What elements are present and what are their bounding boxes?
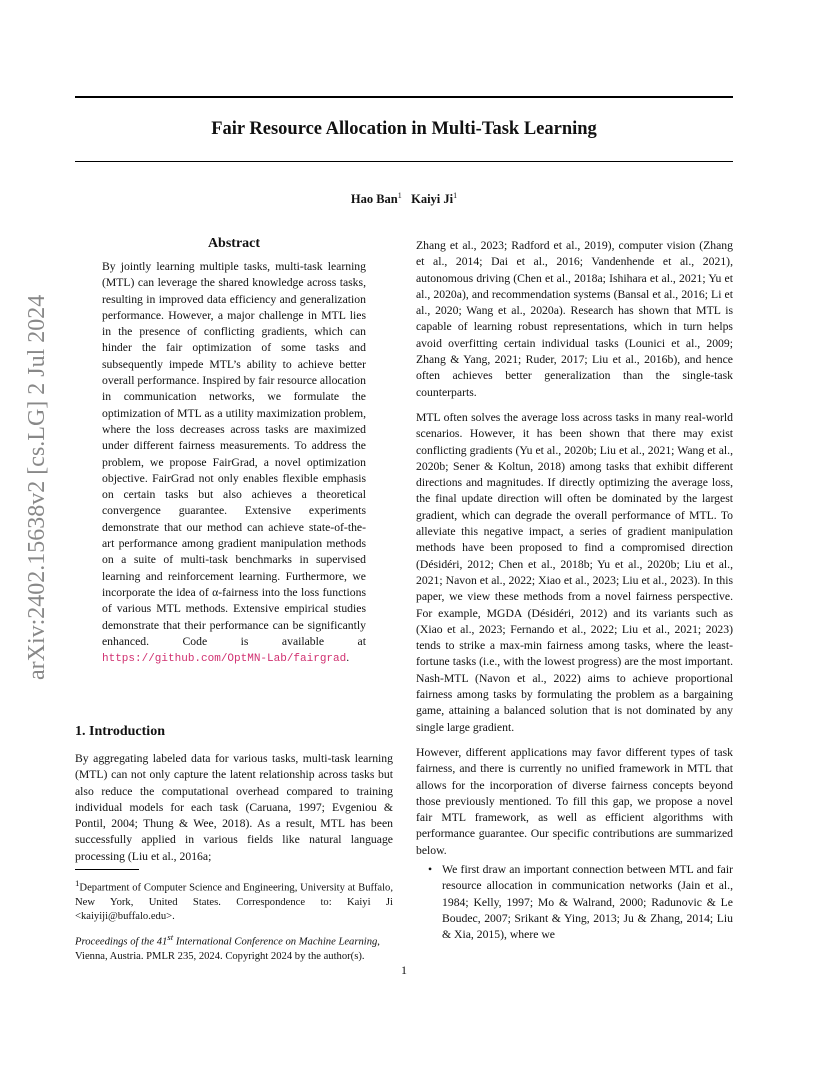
contribution-bullet <box>428 862 733 943</box>
affiliation-mark: 1 <box>453 191 458 200</box>
title-rule-bottom <box>75 161 733 162</box>
abstract-end: . <box>346 651 350 665</box>
page-number: 1 <box>401 963 407 977</box>
footnote-mark: 1 <box>75 878 80 888</box>
proceedings-note <box>75 930 393 964</box>
introduction-body <box>75 751 393 874</box>
proceedings-ordinal-suffix: st <box>167 932 174 942</box>
proceedings-before: Proceedings of the <box>75 936 155 948</box>
right-paragraph-3: However, different applications may favor different types of task fairness, and there is currently no unified framework in MTL that allows for the incorporation of diverse fairness concepts beyond those previously mentioned. To fill this gap, we propose a novel fair MTL framework, as well as efficient algorithms with performance guarantee. Our specific contributions are summarized below. <box>416 745 733 857</box>
arxiv-stamp-text: arXiv:2402.15638v2 [cs.LG] 2 Jul 2024 <box>24 294 50 680</box>
code-link[interactable]: https://github.com/OptMN-Lab/fairgrad <box>102 653 347 666</box>
right-paragraph-2: MTL often solves the average loss across tasks in many real-world scenarios. However, it has been shown that there may exist conflicting gradients (Yu et al., 2020b; Liu et al., 2021; Wang et al., 2020b; Sener & Koltun, 2018) among tasks that exhibit different directions and magnitudes. If directly optimizing the average loss, the final update direction will often be dominated by the largest gradient, which can degrade the overall performance of MTL. To alleviate this negative impact, a series of gradient manipulation methods have been proposed to find a compromised direction (Désidéri, 2012; Chen et al., 2018b; Yu et al., 2020b; Liu et al., 2021; Navon et al., 2022; Xiao et al., 2023; Liu et al., 2023). In this paper, we view these methods from a novel fairness perspective. For example, MGDA (Désidéri, 2012) and its variants such as (Xiao et al., 2023; Fernando et al., 2022; Liu et al., 2021; 2023) tends to strike a max-min fairness among tasks, where the least-fortune tasks (i.e., with the lowest progress) are the most important. Nash-MTL (Navon et al., 2022) aims to achieve proportional fairness among tasks by formulating the problem as a bargaining game, attaining a balanced solution that is not dominated by any single large gradient. <box>416 410 733 734</box>
bullet-symbol: • <box>428 863 433 876</box>
author-list <box>75 191 733 207</box>
paper-title: Fair Resource Allocation in Multi-Task Learning <box>211 119 597 139</box>
right-paragraph-1: Zhang et al., 2023; Radford et al., 2019), computer vision (Zhang et al., 2014; Dai et al., 2016; Vandenhende et al., 2021), autonomous driving (Chen et al., 2018a; Ishihara et al., 2021; Yu et al., 2020a), and recommendation systems (Bansal et al., 2016; Li et al., 2020; Wang et al., 2020a). Research has shown that MTL is capable of learning robust representations, which in turn helps avoid overfitting certain individual tasks (Lounici et al., 2009; Zhang & Yang, 2021; Ruder, 2017; Liu et al., 2016b), and hence often achieves better generalization than the single-task counterparts. <box>416 239 733 399</box>
abstract-heading: Abstract <box>207 236 261 251</box>
introduction-paragraph: By aggregating labeled data for various tasks, multi-task learning (MTL) can not only capture the latent relationship across tasks but also reduce the computational overhead compared to training individual models for each task (Caruana, 1997; Evgeniou & Pontil, 2004; Thung & Wee, 2018). As a result, MTL has been successfully applied in various fields like natural language processing (Liu et al., 2016a; <box>75 752 393 863</box>
footnote-text: Department of Computer Science and Engineering, University at Buffalo, New York, United States. Correspondence to: Kaiyi Ji <kaiyiji@buffalo.edu>. <box>75 882 393 922</box>
affiliation-mark: 1 <box>397 191 402 200</box>
right-column <box>416 238 733 868</box>
proceedings-ordinal: 41 <box>156 936 168 948</box>
section-heading-introduction: 1. Introduction <box>75 724 165 739</box>
abstract-text: By jointly learning multiple tasks, multi-task learning (MTL) can leverage the shared knowledge across tasks, resulting in improved data efficiency and generalization performance. However, a major challenge in MTL lies in the presence of conflicting gradients, which can hinder the fair optimization of some tasks and subsequently impede MTL’s ability to achieve better overall performance. Inspired by fair resource allocation in communication networks, we formulate the optimization of MTL as a utility maximization problem, where the loss decreases across tasks are maximized under different fairness measurements. To address the problem, we propose FairGrad, a novel optimization objective. FairGrad not only enables flexible emphasis on certain tasks but also achieves a theoretical convergence guarantee. Extensive experiments demonstrate that our method can achieve state-of-the-art performance among gradient manipulation methods on a suite of multi-task benchmarks in supervised learning and reinforcement learning. Furthermore, we incorporate the idea of α-fairness into the loss functions of various MTL methods. Extensive empirical studies demonstrate that their performance can be significantly enhanced. Code is available at <box>102 260 366 648</box>
footnote-rule <box>75 869 139 870</box>
proceedings-after: , Vienna, Austria. PMLR 235, 2024. Copyright 2024 by the author(s). <box>75 936 380 962</box>
author-name: Hao Ban <box>350 192 398 207</box>
proceedings-conference: International Conference on Machine Learning <box>175 936 378 948</box>
abstract-body <box>102 259 366 667</box>
title-rule-top <box>75 96 733 98</box>
footnote <box>75 876 393 924</box>
author-name: Kaiyi Ji <box>411 192 454 207</box>
contribution-bullet-text: We first draw an important connection between MTL and fair resource allocation in communication networks (Jain et al., 1984; Kelly, 1997; Mo & Walrand, 2000; Radunovic & Le Boudec, 2007; Srikant & Ying, 2013; Ju & Zhang, 2014; Liu & Xia, 2015), where we <box>442 863 733 942</box>
